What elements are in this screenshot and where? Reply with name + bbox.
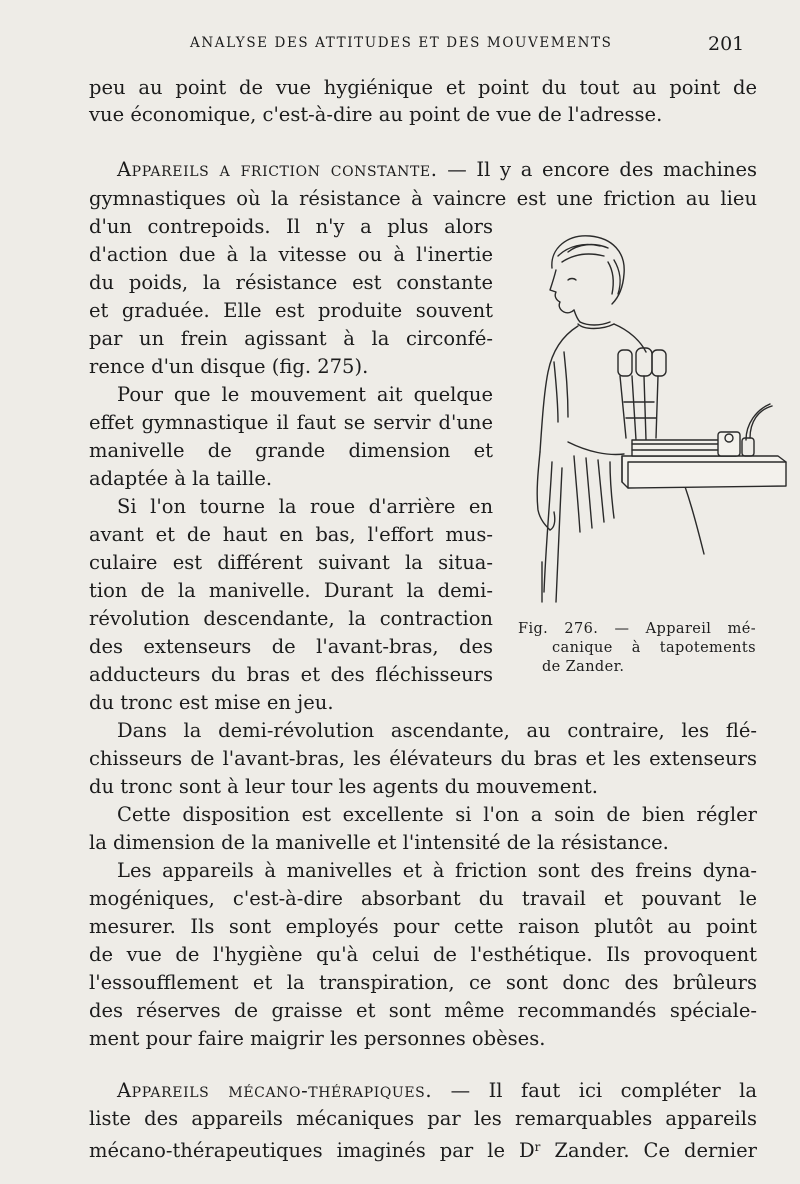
text-line: manivelle de grande dimension et <box>89 439 493 462</box>
text-line: du poids, la résistance est constante <box>89 271 493 294</box>
text-line <box>89 1134 757 1164</box>
text-span: — Il y a encore des machines <box>437 158 758 181</box>
section-heading: Appareils mécano-thérapiques. <box>117 1079 433 1102</box>
text-line: Si l'on tourne la roue d'arrière en <box>117 495 493 518</box>
caption-line: canique à tapotements <box>552 640 756 656</box>
text-line: vue économique, c'est-à-dire au point de vue de l'adresse. <box>89 103 663 126</box>
text-line: l'essoufflement et la transpiration, ce sont donc des brûleurs <box>89 971 757 994</box>
text-line: Les appareils à manivelles et à friction sont des freins dyna- <box>117 859 757 882</box>
text-line: liste des appareils mécaniques par les remarquables appareils <box>89 1107 757 1130</box>
text-line: de vue de l'hygiène qu'à celui de l'esthétique. Ils provoquent <box>89 943 757 966</box>
section-heading: Appareils a friction constante. <box>117 158 438 181</box>
text-line: adducteurs du bras et des fléchisseurs <box>89 663 493 686</box>
text-line: des extenseurs de l'avant-bras, des <box>89 635 493 658</box>
text-line: mogéniques, c'est-à-dire absorbant du travail et pouvant le <box>89 887 757 910</box>
text-line: d'action due à la vitesse ou à l'inertie <box>89 243 493 266</box>
text-span: mécano-thérapeutiques imaginés par le D <box>89 1139 535 1162</box>
superscript: r <box>534 1140 541 1154</box>
text-line: chisseurs de l'avant-bras, les élévateurs du bras et les extenseurs <box>89 747 757 770</box>
text-span: Zander. Ce dernier <box>540 1139 757 1162</box>
text-line: révolution descendante, la contraction <box>89 607 493 630</box>
text-line: par un frein agissant à la circonfé- <box>89 327 493 350</box>
text-line: rence d'un disque (fig. 275). <box>89 355 369 378</box>
text-line: des réserves de graisse et sont même recommandés spéciale- <box>89 999 757 1022</box>
text-line: du tronc sont à leur tour les agents du mouvement. <box>89 775 598 798</box>
section-heading-line <box>117 1078 757 1104</box>
text-line: gymnastiques où la résistance à vaincre est une friction au lieu <box>89 187 757 210</box>
text-line: culaire est différent suivant la situa- <box>89 551 493 574</box>
text-line: d'un contrepoids. Il n'y a plus alors <box>89 215 493 238</box>
text-line: avant et de haut en bas, l'effort mus- <box>89 523 493 546</box>
text-span: — Il faut ici compléter la <box>432 1079 758 1102</box>
text-line: Cette disposition est excellente si l'on a soin de bien régler <box>117 803 757 826</box>
section-heading-line <box>117 157 757 183</box>
running-header: ANALYSE DES ATTITUDES ET DES MOUVEMENTS <box>190 35 613 51</box>
caption-line: de Zander. <box>542 659 625 675</box>
figure-caption <box>518 620 756 677</box>
text-line: Pour que le mouvement ait quelque <box>117 383 493 406</box>
text-line: Dans la demi-révolution ascendante, au contraire, les flé- <box>117 719 757 742</box>
caption-line: Fig. 276. — Appareil mé- <box>518 621 756 637</box>
text-line: adaptée à la taille. <box>89 467 273 490</box>
text-line: et graduée. Elle est produite souvent <box>89 299 493 322</box>
text-line: effet gymnastique il faut se servir d'une <box>89 411 493 434</box>
page-number: 201 <box>708 33 745 55</box>
text-line: tion de la manivelle. Durant la demi- <box>89 579 493 602</box>
text-line: la dimension de la manivelle et l'intensité de la résistance. <box>89 831 669 854</box>
text-line: ment pour faire maigrir les personnes obèses. <box>89 1027 546 1050</box>
zander-apparatus-illustration <box>528 232 790 622</box>
text-line: du tronc est mise en jeu. <box>89 691 334 714</box>
text-line: mesurer. Ils sont employés pour cette raison plutôt au point <box>89 915 757 938</box>
text-line: peu au point de vue hygiénique et point du tout au point de <box>89 76 757 99</box>
